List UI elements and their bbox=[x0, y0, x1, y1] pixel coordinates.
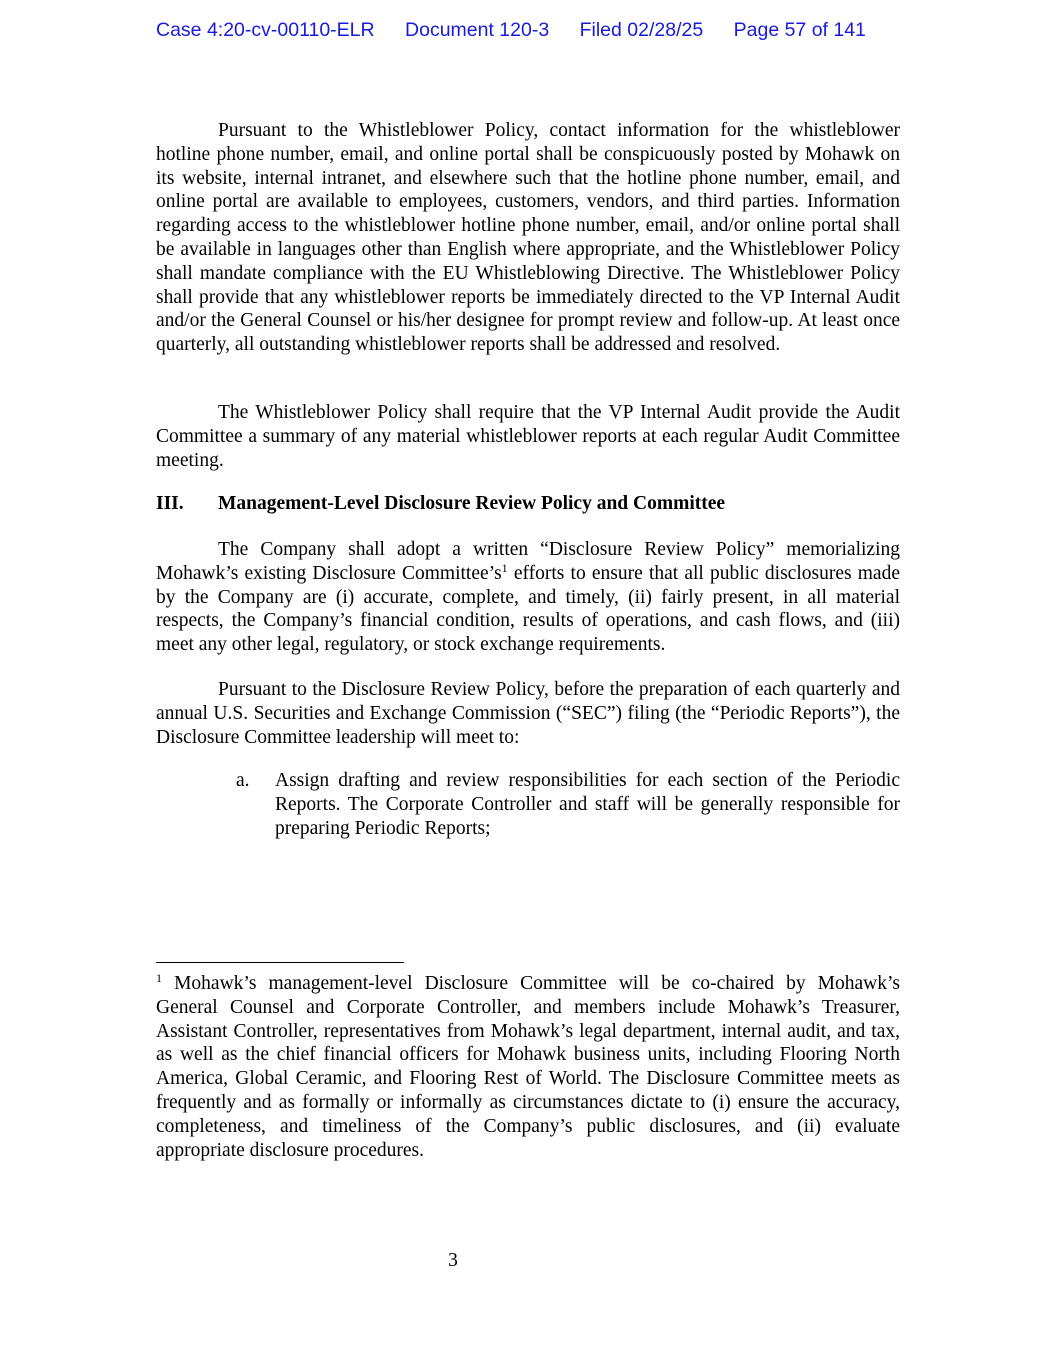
footnote-number: 1 bbox=[156, 971, 162, 985]
footnote-reference: 1 bbox=[501, 560, 508, 575]
paragraph-text-part: efforts to ensure that all public disclosures made by the Company are (i) accurate, complete, and timely, (ii) fairly present, in all material respects, the Company’s financial condition, results of operations, and cash flows, and (iii) meet any other legal, regulatory, or stock exchange requirements. bbox=[156, 562, 900, 656]
list-item-text: Assign drafting and review responsibilities for each section of the Periodic Reports. The Corporate Controller and staff will be generally responsible for preparing Periodic Reports; bbox=[275, 770, 900, 839]
paragraph-text-part: The Company shall adopt a written “Disclosure Review Policy” memorializing Mohawk’s existing Disclosure Committee’s bbox=[156, 539, 900, 584]
paragraph-text: Pursuant to the Disclosure Review Policy, before the preparation of each quarterly and annual U.S. Securities and Exchange Commission (“SEC”) filing (the “Periodic Reports”), the Disclosure Committee leadership will meet to: bbox=[156, 679, 900, 748]
section-number: III. bbox=[156, 493, 184, 514]
filed-date: Filed 02/28/25 bbox=[579, 19, 704, 41]
footnote-body: Mohawk’s management-level Disclosure Committee will be co-chaired by Mohawk’s General Counsel and Corporate Controller, and members include Mohawk’s Treasurer, Assistant Controller, representatives from Mohawk’s legal department, internal audit, and tax, as well as the chief financial officers for Mohawk business units, including Flooring North America, Global Ceramic, and Flooring Rest of World. The Disclosure Committee meets as frequently and as formally or informally as circumstances dictate to (i) ensure the accuracy, completeness, and timeliness of the Company’s public disclosures, and (ii) evaluate appropriate disclosure procedures. bbox=[156, 973, 900, 1161]
paragraph-disclosure-review-policy bbox=[156, 538, 900, 657]
document-number: Document 120-3 bbox=[405, 19, 550, 41]
case-number: Case 4:20-cv-00110-ELR bbox=[156, 19, 375, 41]
footnote bbox=[156, 972, 900, 1162]
list-item bbox=[236, 769, 900, 840]
page-number: 3 bbox=[448, 1250, 458, 1271]
list-marker: a. bbox=[236, 770, 250, 791]
paragraph-text: Pursuant to the Whistleblower Policy, contact information for the whistleblower hotline phone number, email, and online portal shall be conspicuously posted by Mohawk on its website, internal intranet, and elsewhere such that the hotline phone number, email, and online portal are available to employees, customers, vendors, and third parties. Information regarding access to the whistleblower hotline phone number, email, and/or online portal shall be available in languages other than English where appropriate, and the Whistleblower Policy shall mandate compliance with the EU Whistleblowing Directive. The Whistleblower Policy shall provide that any whistleblower reports be immediately directed to the VP Internal Audit and/or the General Counsel or his/her designee for prompt review and follow-up. At least once quarterly, all outstanding whistleblower reports shall be addressed and resolved. bbox=[156, 120, 900, 356]
paragraph-whistleblower-contact bbox=[156, 119, 900, 357]
section-heading bbox=[156, 492, 900, 516]
paragraph-audit-committee-summary bbox=[156, 401, 900, 472]
court-filing-header bbox=[156, 19, 916, 42]
paragraph-periodic-reports bbox=[156, 678, 900, 749]
paragraph-text bbox=[156, 538, 900, 657]
paragraph-text: The Whistleblower Policy shall require that the VP Internal Audit provide the Audit Committee a summary of any material whistleblower reports at each regular Audit Committee meeting. bbox=[156, 402, 900, 471]
page-count: Page 57 of 141 bbox=[733, 19, 866, 41]
section-title: Management-Level Disclosure Review Policy and Committee bbox=[218, 493, 726, 514]
footnote-divider bbox=[156, 962, 404, 963]
footnote-text bbox=[156, 972, 900, 1162]
